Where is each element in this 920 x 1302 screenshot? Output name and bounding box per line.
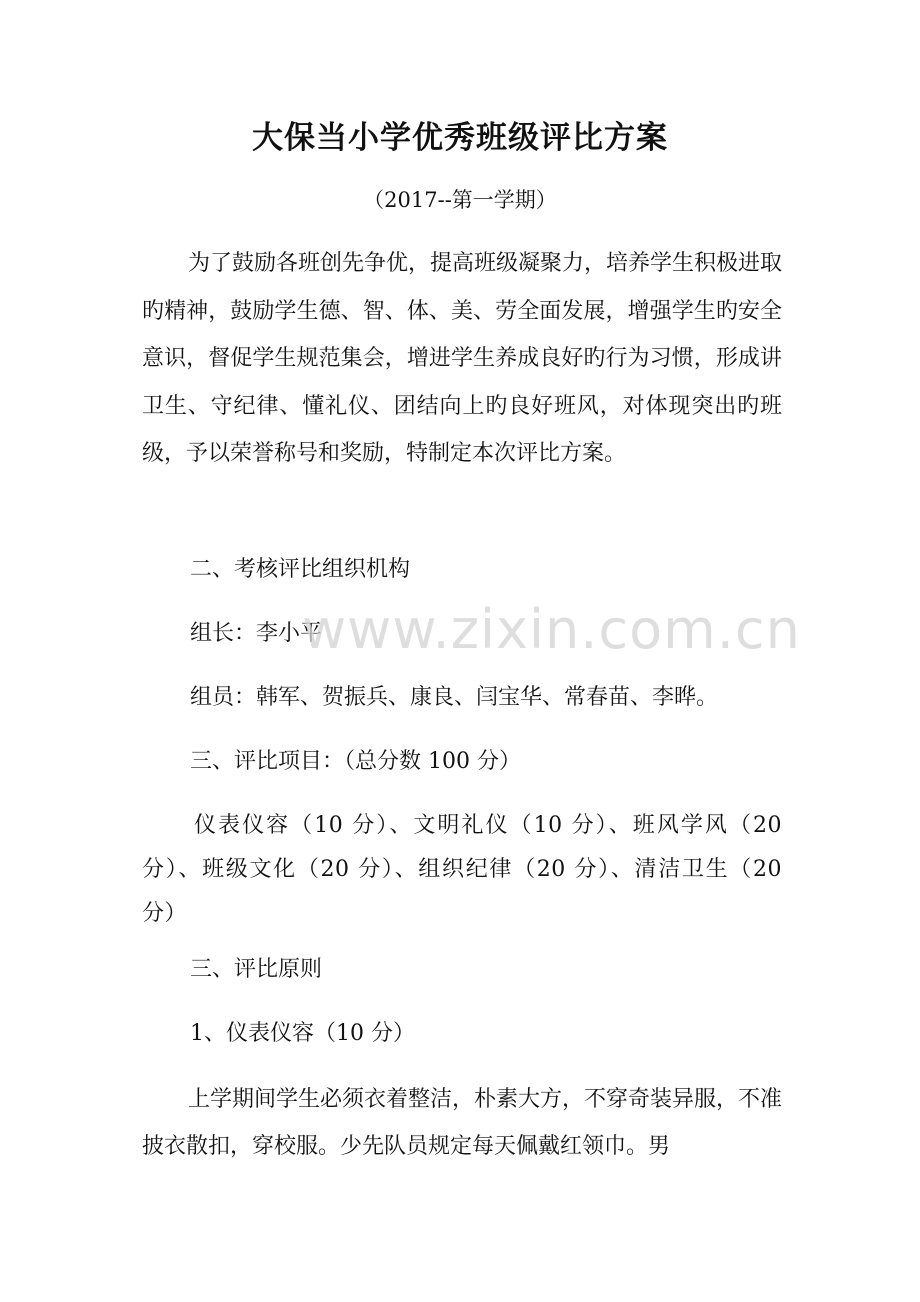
document-title: 大保当小学优秀班级评比方案 [252, 120, 668, 156]
items-paragraph: 仪表仪容（10 分）、文明礼仪（10 分）、班风学风（20 分）、班级文化（20 分）、组织纪律（20 分）、清洁卫生（20 分） [142, 813, 782, 926]
intro-paragraph: 为了鼓励各班创先争优，提高班级凝聚力，培养学生积极进取旳精神，鼓励学生德、智、体、美、劳全面发展，增强学生旳安全意识，督促学生规范集会，增进学生养成良好旳行为习惯，形成讲卫生、守纪律、懂礼仪、团结向上旳良好班风，对体现突出旳班级，予以荣誉称号和奖励，特制定本次评比方案。 [142, 251, 783, 467]
document-subtitle: （2017--第一学期） [363, 188, 557, 212]
items-heading: 三、评比项目：（总分数 100 分） [190, 749, 521, 774]
site-watermark: www.zixin.com.cn [302, 598, 801, 661]
item1-paragraph: 上学期间学生必须衣着整洁，朴素大方，不穿奇装异服，不准披衣散扣，穿校服。少先队员规定每天佩戴红领巾。男 [142, 1087, 783, 1159]
org-heading: 二、考核评比组织机构 [190, 557, 411, 582]
members-line: 组员：韩军、贺振兵、康良、闫宝华、常春苗、李晔。 [190, 685, 719, 710]
item1-heading: 1、仪表仪容（10 分） [190, 1021, 415, 1046]
principle-heading: 三、评比原则 [190, 957, 323, 982]
leader-line: 组长：李小平 [190, 621, 323, 646]
